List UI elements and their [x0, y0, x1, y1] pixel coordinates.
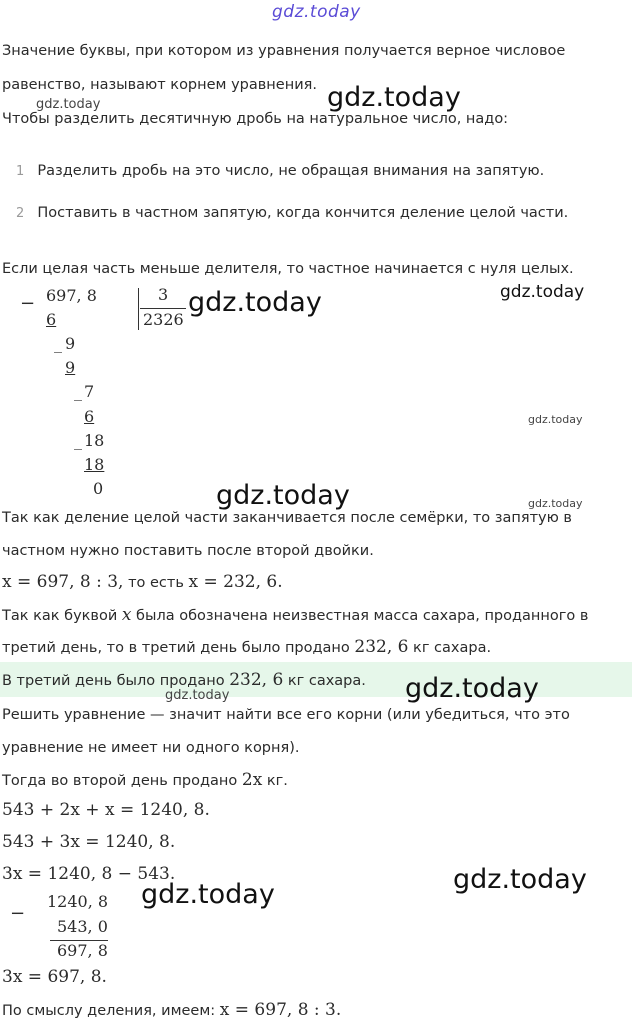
ld-row-6: 18 — [84, 431, 105, 450]
sub-minus: − — [10, 903, 26, 924]
ld-dividend: 697, 8 — [46, 286, 97, 305]
rule-intro: Чтобы разделить десятичную дробь на натуральное число, надо: — [2, 111, 509, 127]
step-2 — [16, 202, 568, 221]
second-day-text-b: кг. — [262, 773, 288, 789]
equation-3: 543 + 3x = 1240, 8. — [2, 832, 176, 852]
solution-math-2: x = 232, 6. — [188, 572, 283, 592]
watermark: gdz.today — [453, 864, 587, 895]
zero-rule: Если целая часть меньше делителя, то частное начинается с нуля целых. — [2, 261, 574, 277]
site-logo[interactable]: gdz.today — [272, 2, 361, 22]
sub-result: 697, 8 — [57, 941, 108, 960]
watermark: gdz.today — [500, 282, 585, 302]
solution-connector: то есть — [123, 575, 189, 591]
ld-divisor: 3 — [158, 285, 169, 304]
step-2-text: Поставить в частном запятую, когда кончится деление целой части. — [37, 205, 569, 221]
equation-definition-1: Решить уравнение — значит найти все его корни (или убедиться, что это — [2, 707, 570, 723]
conclusion-variable: x — [121, 605, 132, 625]
ld-row-8: 0 — [93, 479, 104, 498]
watermark: gdz.today — [36, 97, 101, 112]
final-math: x = 697, 8 : 3. — [219, 1000, 342, 1020]
ld-minus-4: _ — [74, 431, 82, 450]
watermark: gdz.today — [528, 497, 583, 510]
watermark: gdz.today — [188, 287, 322, 318]
sub-subtrahend: 543, 0 — [57, 917, 108, 936]
watermark: gdz.today — [216, 480, 350, 511]
conclusion-text-d: кг сахара. — [408, 640, 492, 656]
step-2-number: 2 — [16, 206, 25, 221]
definition-line-1: Значение буквы, при котором из уравнения получается верное числовое — [2, 43, 566, 59]
equation-definition-2: уравнение не имеет ни одного корня). — [2, 740, 300, 756]
watermark: gdz.today — [327, 82, 461, 113]
ld-row-1: 6 — [46, 310, 57, 329]
watermark: gdz.today — [405, 673, 539, 704]
conclusion-text-b: была обозначена неизвестная масса сахара, проданного в — [131, 608, 589, 624]
watermark: gdz.today — [141, 879, 275, 910]
ld-bracket — [138, 288, 139, 330]
step-1-text: Разделить дробь на это число, не обращая внимания на запятую. — [37, 163, 545, 179]
ld-minus-3: _ — [74, 382, 82, 401]
equation-4: 3x = 1240, 8 − 543. — [2, 864, 176, 884]
second-day-math: 2x — [241, 770, 263, 790]
final-text: По смыслу деления, имеем: — [2, 1003, 220, 1019]
ld-quotient-line — [140, 308, 186, 309]
step-1 — [16, 160, 544, 179]
final-line — [2, 1000, 341, 1020]
ld-row-7: 18 — [84, 455, 105, 474]
ld-minus-1: − — [20, 293, 36, 314]
solution-line — [2, 572, 283, 592]
equation-5: 3x = 697, 8. — [2, 967, 107, 987]
answer-number: 232, 6 — [229, 670, 284, 690]
ld-row-3: 9 — [65, 358, 76, 377]
solution-math-1: x = 697, 8 : 3, — [2, 572, 124, 592]
answer-line — [2, 670, 366, 690]
ld-minus-2: _ — [54, 334, 62, 353]
ld-row-4: 7 — [84, 382, 95, 401]
watermark: gdz.today — [165, 688, 230, 703]
definition-line-2: равенство, называют корнем уравнения. — [2, 77, 317, 93]
comma-explanation-1: Так как деление целой части заканчивается после семёрки, то запятую в — [2, 510, 572, 526]
comma-explanation-2: частном нужно поставить после второй двойки. — [2, 543, 374, 559]
ld-row-2: 9 — [65, 334, 76, 353]
watermark: gdz.today — [528, 413, 583, 426]
conclusion-line-2 — [2, 637, 491, 657]
step-1-number: 1 — [16, 164, 25, 179]
conclusion-text-c: третий день, то в третий день было продано — [2, 640, 355, 656]
equation-2: 543 + 2x + x = 1240, 8. — [2, 800, 210, 820]
conclusion-text-a: Так как буквой — [2, 608, 122, 624]
conclusion-line-1 — [2, 605, 588, 625]
conclusion-number: 232, 6 — [354, 637, 409, 657]
ld-row-5: 6 — [84, 407, 95, 426]
answer-text-b: кг сахара. — [283, 673, 366, 689]
sub-minuend: 1240, 8 — [47, 892, 109, 911]
answer-text-a: В третий день было продано — [2, 673, 230, 689]
ld-quotient: 2326 — [143, 310, 184, 329]
second-day-text-a: Тогда во второй день продано — [2, 773, 242, 789]
second-day-line — [2, 770, 288, 790]
